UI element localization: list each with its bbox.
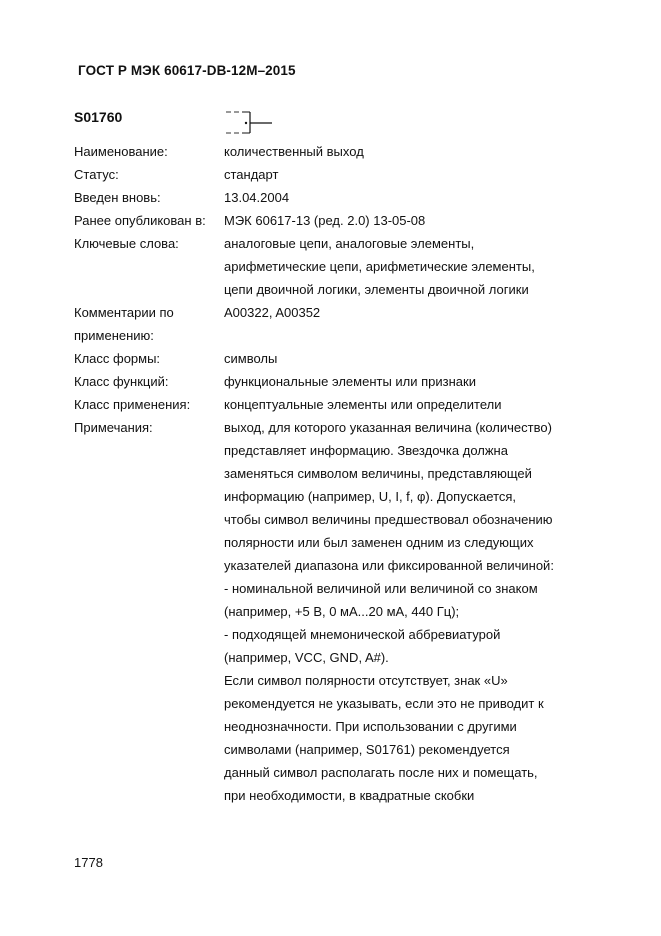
field-label: Статус:	[74, 167, 119, 182]
field-value-line: A00322, A00352	[224, 305, 321, 320]
field-value-line: неоднозначности. При использовании с другими	[224, 719, 517, 734]
field-value-line: количественный выход	[224, 144, 364, 159]
field-value-line: данный символ располагать после них и помещать,	[224, 765, 538, 780]
field-row-name	[74, 140, 594, 163]
field-row-introduced	[74, 186, 594, 209]
field-value-line: 13.04.2004	[224, 190, 290, 205]
field-value-line: аналоговые цепи, аналоговые элементы,	[224, 236, 475, 251]
field-row-application-class	[74, 393, 594, 416]
field-value-line: (например, VCC, GND, A#).	[224, 650, 389, 665]
field-value-line: полярности или был заменен одним из следующих	[224, 535, 534, 550]
field-value-line: МЭК 60617-13 (ред. 2.0) 13-05-08	[224, 213, 426, 228]
field-value-line: арифметические цепи, арифметические элементы,	[224, 259, 535, 274]
field-value-line: цепи двоичной логики, элементы двоичной логики	[224, 282, 529, 297]
field-value-line: символы	[224, 351, 278, 366]
field-value-line: информацию (например, U, I, f, φ). Допускается,	[224, 489, 517, 504]
field-row-shape-class	[74, 347, 594, 370]
field-label: Класс функций:	[74, 374, 169, 389]
field-value-line: концептуальные элементы или определители	[224, 397, 502, 412]
field-row-function-class	[74, 370, 594, 393]
field-value	[224, 209, 594, 232]
field-row-status	[74, 163, 594, 186]
field-value-line: заменяться символом величины, представляющей	[224, 466, 532, 481]
field-label: Наименование:	[74, 144, 168, 159]
field-value-line: при необходимости, в квадратные скобки	[224, 788, 475, 803]
field-value-line: функциональные элементы или признаки	[224, 374, 476, 389]
field-value-line: (например, +5 В, 0 мА...20 мА, 440 Гц);	[224, 604, 460, 619]
page-number: 1778	[74, 855, 103, 870]
field-label: Введен вновь:	[74, 190, 161, 205]
field-value	[224, 393, 594, 416]
field-row-keywords	[74, 232, 594, 301]
field-label: Класс применения:	[74, 397, 191, 412]
field-label: Примечания:	[74, 420, 153, 435]
document-header-title: ГОСТ Р МЭК 60617-DB-12M–2015	[78, 63, 296, 78]
field-label: Класс формы:	[74, 351, 161, 366]
field-label: Комментарии по применению:	[74, 305, 174, 343]
field-value-line: указателей диапазона или фиксированной величиной:	[224, 558, 554, 573]
field-value-line: стандарт	[224, 167, 279, 182]
field-row-previously-published	[74, 209, 594, 232]
field-value	[224, 186, 594, 209]
symbol-code: S01760	[74, 109, 123, 125]
field-value	[224, 370, 594, 393]
field-value	[224, 232, 594, 301]
field-value-line: Если символ полярности отсутствует, знак «U»	[224, 673, 508, 688]
field-value-line: - подходящей мнемонической аббревиатурой	[224, 627, 501, 642]
field-value-line: выход, для которого указанная величина (количество)	[224, 420, 552, 435]
field-value-line: - номинальной величиной или величиной со знаком	[224, 581, 538, 596]
field-value	[224, 347, 594, 370]
field-row-application-comments	[74, 301, 594, 347]
field-value-line: представляет информацию. Звездочка должна	[224, 443, 508, 458]
field-row-notes	[74, 416, 594, 807]
field-value-line: чтобы символ величины предшествовал обозначению	[224, 512, 553, 527]
field-label: Ранее опубликован в:	[74, 213, 206, 228]
field-value	[224, 301, 594, 347]
field-value-line: рекомендуется не указывать, если это не приводит к	[224, 696, 544, 711]
field-label: Ключевые слова:	[74, 236, 179, 251]
field-value	[224, 140, 594, 163]
attribute-table	[74, 140, 594, 807]
field-value	[224, 163, 594, 186]
field-value	[224, 416, 594, 807]
field-value-line: символами (например, S01761) рекомендуется	[224, 742, 510, 757]
output-quantity-symbol-icon	[224, 108, 284, 136]
